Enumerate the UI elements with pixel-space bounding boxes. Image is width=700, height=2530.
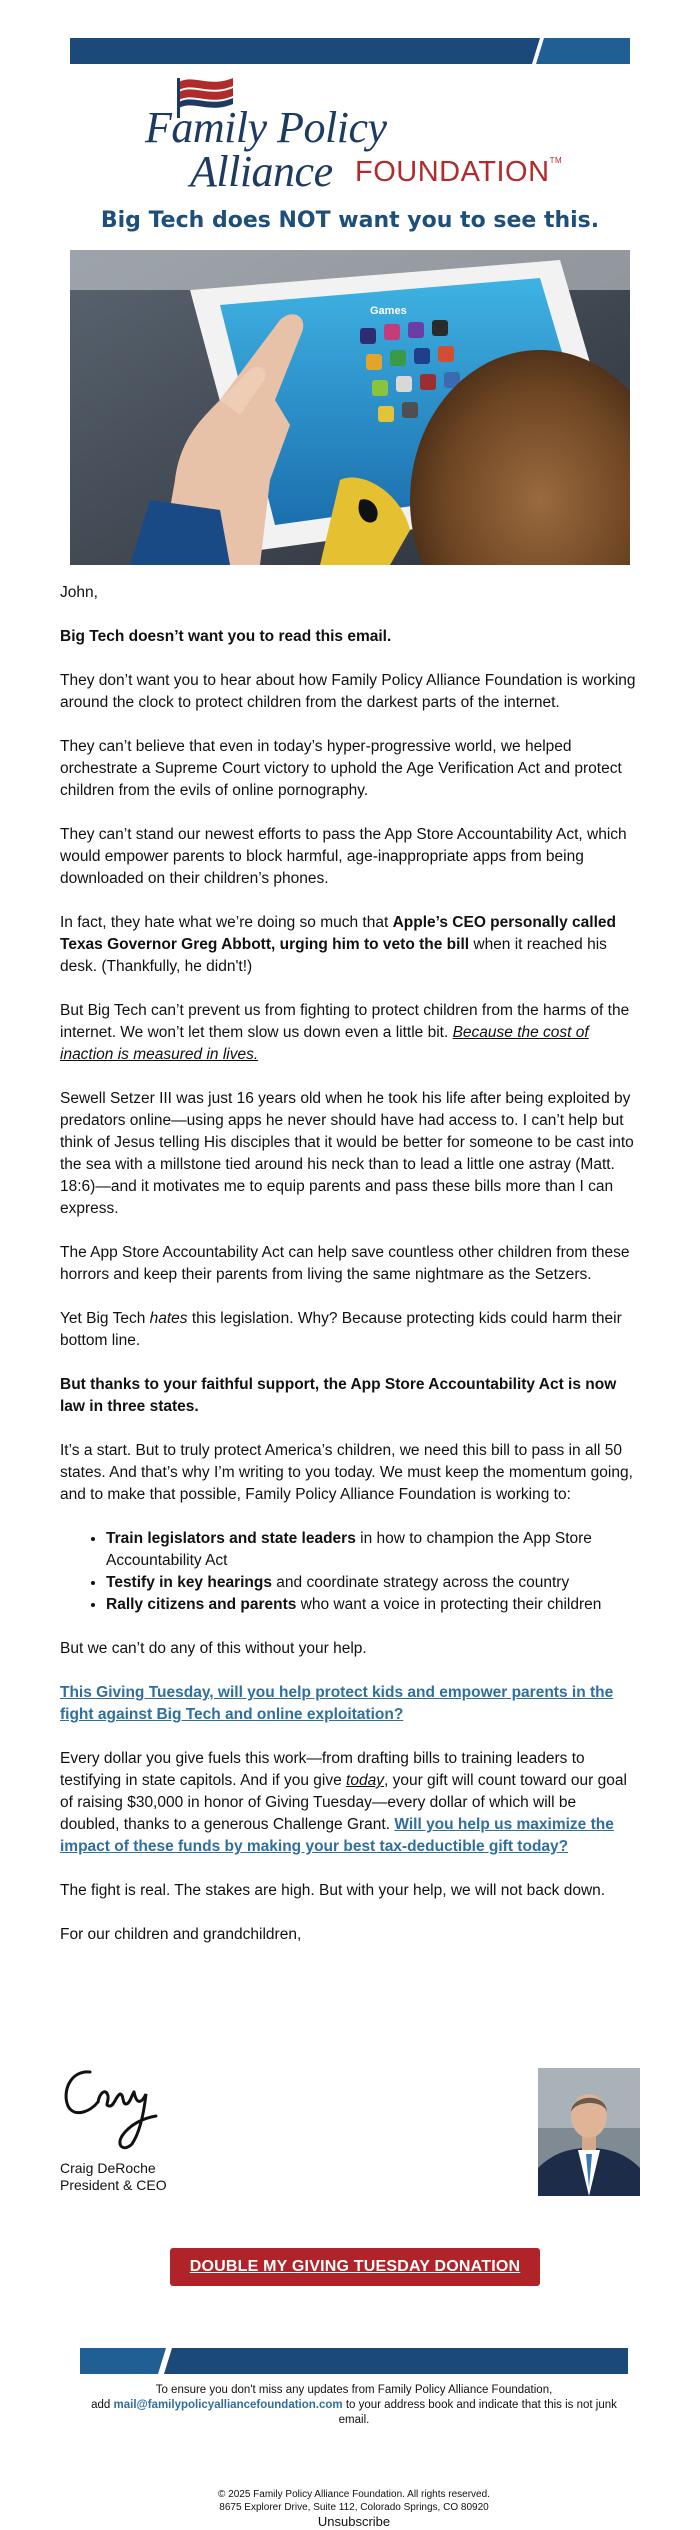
giving-tuesday-link[interactable]: This Giving Tuesday, will you help protect kids and empower parents in the fight against Big Tech and online exploitation?: [60, 1684, 614, 1723]
logo-line-alliance: Alliance: [190, 147, 333, 196]
sender-email[interactable]: mail@familypolicyalliancefoundation.com: [113, 2399, 343, 2411]
signer-name: Craig DeRoche: [60, 2160, 156, 2176]
bullet-list: [60, 1528, 638, 1616]
notice-line: add mail@familypolicyalliancefoundation.com to your address book and indicate that this is not junk email.: [91, 2399, 617, 2426]
donate-button[interactable]: DOUBLE MY GIVING TUESDAY DONATION: [170, 2248, 540, 2286]
list-item: • Testify in key hearings and coordinate strategy across the country: [106, 1572, 638, 1594]
signer-info: [60, 2160, 167, 2194]
ceo-portrait: [538, 2068, 640, 2196]
mailing-address: 8675 Explorer Drive, Suite 112, Colorado Springs, CO 80920: [219, 2502, 489, 2513]
paragraph: They can’t believe that even in today’s hyper-progressive world, we helped orchestrate a Supreme Court victory to uphold the Age Verification Act and protect children from the evils of online pornography.: [60, 738, 622, 799]
header-bar: [70, 38, 630, 64]
paragraph: But we can’t do any of this without your help.: [60, 1640, 367, 1657]
list-item: • Train legislators and state leaders in how to champion the App Store Accountability Act: [106, 1528, 638, 1572]
paragraph: They can’t stand our newest efforts to pass the App Store Accountability Act, which would empower parents to block harmful, age-inappropriate apps from being downloaded on their children’s phones.: [60, 826, 627, 887]
address-book-notice: [80, 2383, 628, 2428]
list-item: • Rally citizens and parents who want a voice in protecting their children: [106, 1594, 638, 1616]
copyright: © 2025 Family Policy Alliance Foundation. All rights reserved.: [218, 2489, 490, 2500]
tablet-screen-label: Games: [370, 305, 407, 317]
paragraph: They don’t want you to hear about how Family Policy Alliance Foundation is working around the clock to protect children from the darkest parts of the internet.: [60, 672, 636, 711]
logo-line-family-policy: Family Policy: [145, 103, 387, 152]
paragraph: In fact, they hate what we’re doing so much that Apple’s CEO personally called Texas Governor Greg Abbott, urging him to veto the bill when it reached his desk. (Thankfully, he didn't!): [60, 914, 616, 975]
signature-block: [60, 2068, 640, 2208]
email-headline: Big Tech does NOT want you to see this.: [100, 208, 600, 233]
paragraph: The App Store Accountability Act can help save countless other children from these horrors and keep their parents from living the same nightmare as the Setzers.: [60, 1244, 630, 1283]
signer-title: President & CEO: [60, 2177, 167, 2193]
paragraph: Every dollar you give fuels this work—from drafting bills to training leaders to testifying in state capitols. And if you give today, your gift will count toward our goal of raising $30,000 in honor of Giving Tuesday—every dollar of which will be doubled, thanks to a generous Challenge Grant. Will you help us maximize the impact of these funds by making your best tax-deductible gift today?: [60, 1750, 627, 1855]
paragraph: It’s a start. But to truly protect America’s children, we need this bill to pass in all 50 states. And that’s why I’m writing to you today. We must keep the momentum going, and to make that possible, Family Policy Alliance Foundation is working to:: [60, 1442, 633, 1503]
legal-footer: [80, 2488, 628, 2530]
paragraph: Yet Big Tech hates this legislation. Why? Because protecting kids could harm their bottom line.: [60, 1310, 622, 1349]
footer-bar: [80, 2348, 628, 2374]
closing: For our children and grandchildren,: [60, 1926, 302, 1943]
paragraph: But Big Tech can’t prevent us from fighting to protect children from the harms of the internet. We won’t let them slow us down even a little bit. Because the cost of inaction is measured in lives.: [60, 1002, 630, 1063]
trademark-mark: TM: [549, 156, 563, 165]
hero-image-child-tablet: [70, 250, 630, 565]
notice-line: To ensure you don't miss any updates from Family Policy Alliance Foundation,: [155, 2384, 553, 2396]
lead-sentence: Big Tech doesn’t want you to read this email.: [60, 628, 392, 645]
paragraph-bold: But thanks to your faithful support, the App Store Accountability Act is now law in three states.: [60, 1376, 617, 1415]
letter-body: [60, 582, 638, 1968]
donation-ask: [60, 1682, 638, 1726]
greeting: John,: [60, 584, 98, 601]
maximize-impact-link[interactable]: Will you help us maximize the impact of these funds by making your best tax-deductible gift today?: [60, 1816, 614, 1855]
organization-logo: [145, 72, 563, 196]
unsubscribe-link[interactable]: Unsubscribe: [317, 2514, 391, 2529]
handwritten-signature: [60, 2062, 170, 2154]
paragraph: The fight is real. The stakes are high. But with your help, we will not back down.: [60, 1882, 606, 1899]
logo-line-foundation: FOUNDATION™: [355, 156, 563, 188]
paragraph: Sewell Setzer III was just 16 years old when he took his life after being exploited by predators online—using apps he never should have had access to. I can’t help but think of Jesus telling His disciples that it would be better for someone to be cast into the sea with a millstone tied around his neck than to lead a little one astray (Matt. 18:6)—and it motivates me to equip parents and pass these bills more than I can express.: [60, 1090, 634, 1217]
